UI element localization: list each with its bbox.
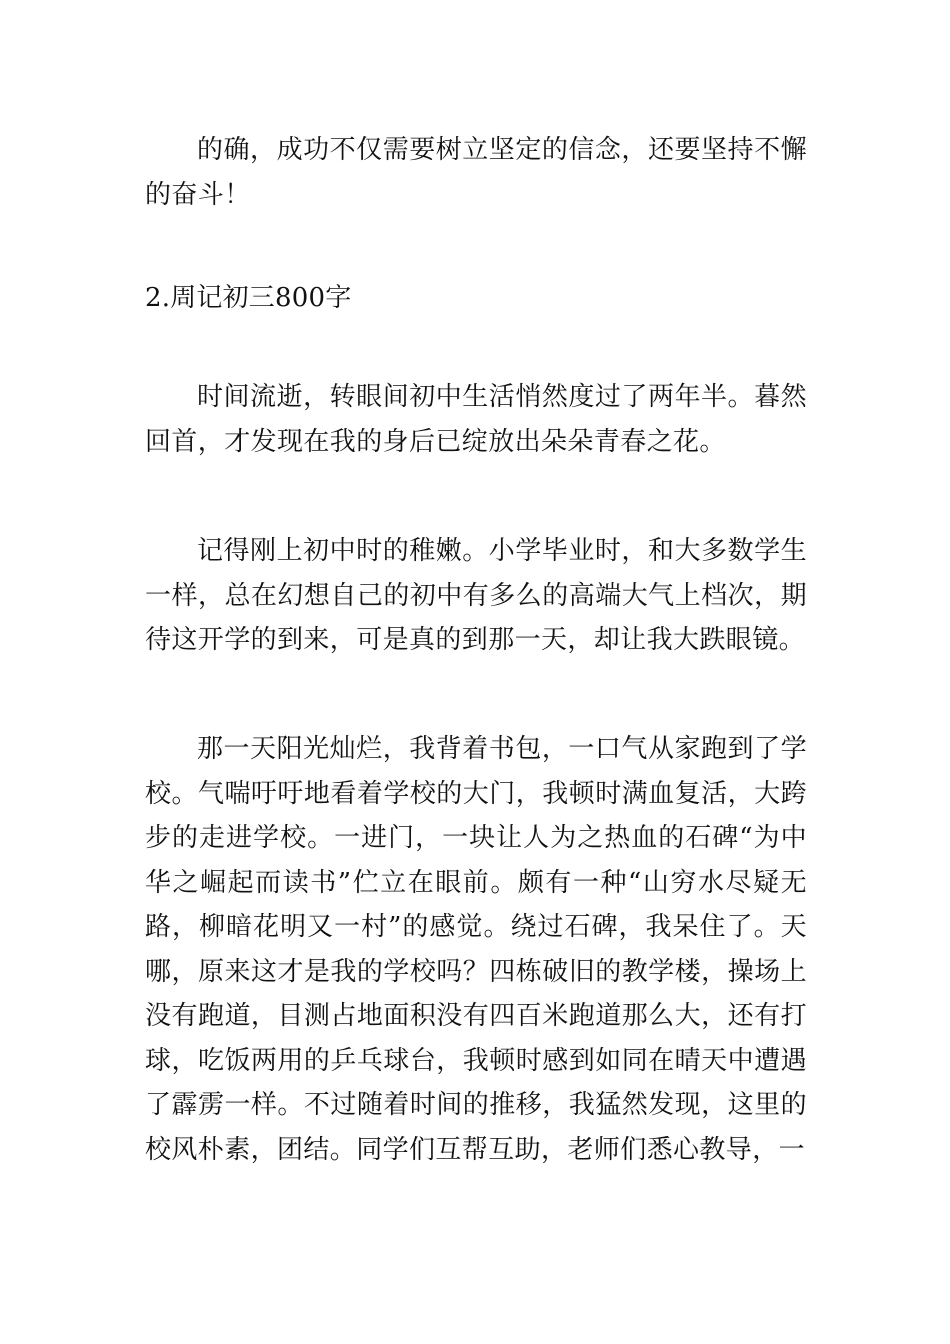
paragraph-2: 记得刚上初中时的稚嫩。小学毕业时，和大多数学生一样，总在幻想自己的初中有多么的高端大气上档次，期待这开学的到来，可是真的到那一天，却让我大跌眼镜。 [145,536,807,655]
paragraph-1: 时间流逝，转眼间初中生活悄然度过了两年半。暮然回首，才发现在我的身后已绽放出朵朵青春之花。 [145,382,807,457]
section-heading: 2.周记初三800字 [145,283,352,313]
paragraph-3: 那一天阳光灿烂，我背着书包，一口气从家跑到了学校。气喘吁吁地看着学校的大门，我顿时满血复活，大跨步的走进学校。一进门，一块让人为之热血的石碑“为中华之崛起而读书”伫立在眼前。颇有一种“山穷水尽疑无路，柳暗花明又一村”的感觉。绕过石碑，我呆住了。天哪，原来这才是我的学校吗？四栋破旧的教学楼，操场上没有跑道，目测占地面积没有四百米跑道那么大，还有打球，吃饭两用的乒乓球台，我顿时感到如同在晴天中遭遇了霹雳一样。不过随着时间的推移，我猛然发现，这里的校风朴素，团结。同学们互帮互助，老师们悉心教导，一 [145,734,807,1165]
paragraph-conclusion: 的确，成功不仅需要树立坚定的信念，还要坚持不懈的奋斗！ [145,135,807,210]
